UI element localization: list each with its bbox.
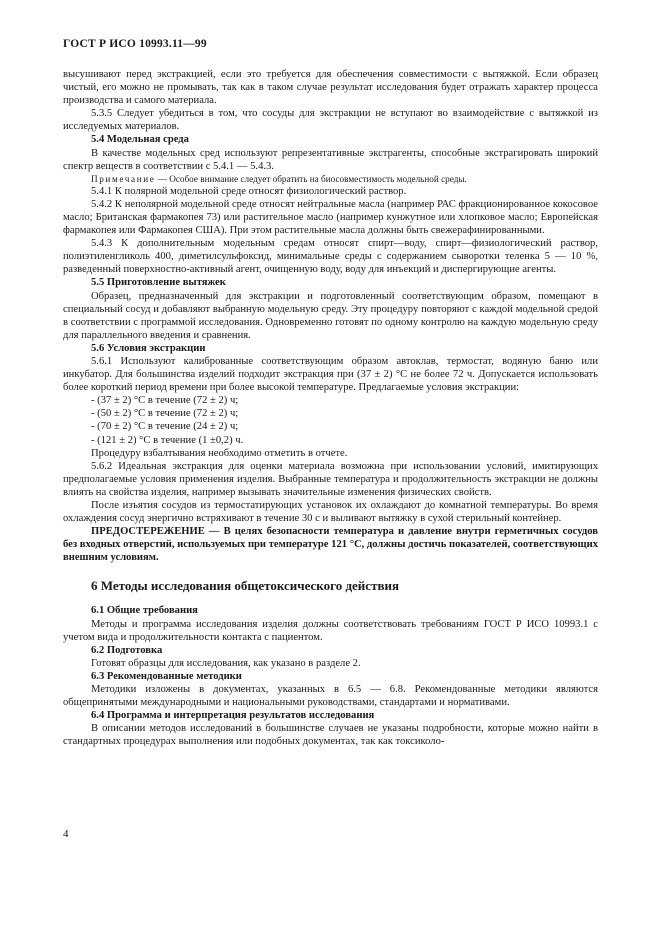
paragraph: Методики изложены в документах, указанных в 6.5 — 6.8. Рекомендованные методики являются общепринятыми международными и национальными руководствами, стандартами и нормативами. bbox=[63, 684, 598, 709]
page-body bbox=[63, 68, 598, 749]
note bbox=[63, 173, 598, 185]
list-item: - (37 ± 2) °С в течение (72 ± 2) ч; bbox=[91, 395, 239, 407]
section-heading: 6 Методы исследования общетоксического действия bbox=[91, 578, 399, 594]
subsection-heading: 6.1 Общие требования bbox=[91, 605, 198, 617]
subsection-heading: 5.6 Условия экстракции bbox=[91, 342, 206, 354]
subsection-heading: 6.3 Рекомендованные методики bbox=[91, 670, 242, 682]
paragraph: 5.4.1 К полярной модельной среде относят физиологический раствор. bbox=[91, 185, 407, 197]
paragraph: Методы и программа исследования изделия должны соответствовать требованиям ГОСТ Р ИСО 10993.1 с учетом вида и продолжительности контакта с пациентом. bbox=[63, 618, 598, 643]
paragraph: В описании методов исследований в большинстве случаев не указаны подробности, которые можно найти в стандартных процедурах выполнения или подобных документах, так как токсиколо- bbox=[63, 723, 598, 748]
paragraph: 5.6.2 Идеальная экстракция для оценки материала возможна при использовании условий, имитирующих предполагаемые условия применения изделия. Выбранные температура и продолжительность экстракции не должны влиять на свойства изделия, например вызывать значительные изменения физических свойств. bbox=[63, 460, 598, 498]
paragraph: Готовят образцы для исследования, как указано в разделе 2. bbox=[91, 657, 361, 669]
subsection-heading: 5.5 Приготовление вытяжек bbox=[91, 277, 226, 289]
paragraph: 5.4.3 К дополнительным модельным средам относят спирт—воду, спирт—физиологический раствор, полиэтиленгликоль 400, диметилсульфоксид, минимальные среды с содержанием сыворотки теленка 5 — 10 %, разведенный поверхностно-активный агент, очищенную воду, воду для инъекций и диспергирующие агенты. bbox=[63, 238, 598, 276]
paragraph: Процедуру взбалтывания необходимо отметить в отчете. bbox=[91, 447, 348, 459]
paragraph: В качестве модельных сред используют репрезентативные экстрагенты, способные экстрагировать широкий спектр веществ в соответствии с 5.4.1 — 5.4.3. bbox=[63, 147, 598, 172]
paragraph: 5.6.1 Используют калиброванные соответствующим образом автоклав, термостат, водяную баню или инкубатор. Для большинства изделий подходит экстракция при (37 ± 2) °С не более 72 ч. Допускается использовать более короткий период времени при более высокой температуре. Предлагаемые условия экстракции: bbox=[63, 355, 598, 394]
warning-paragraph: ПРЕДОСТЕРЕЖЕНИЕ — В целях безопасности температура и давление внутри герметичных сосудов без входных отверстий, используемых при температуре 121 °С, должны достичь показателей, соответствующих внешним условиям. bbox=[63, 526, 598, 564]
list-item: - (121 ± 2) °С в течение (1 ±0,2) ч. bbox=[91, 434, 244, 446]
paragraph: После изъятия сосудов из термостатирующих установок их охлаждают до комнатной температуры. Во время охлаждения сосуд энергично встряхивают в течение 30 с и выливают вытяжку в сухой стерильный контейнер. bbox=[63, 500, 598, 525]
paragraph: 5.3.5 Следует убедиться в том, что сосуды для экстракции не вступают во взаимодействие с вытяжкой из исследуемых материалов. bbox=[63, 108, 598, 133]
running-header: ГОСТ Р ИСО 10993.11—99 bbox=[63, 38, 207, 50]
subsection-heading: 5.4 Модельная среда bbox=[91, 134, 189, 146]
subsection-heading: 6.4 Программа и интерпретация результатов исследования bbox=[91, 710, 375, 722]
note-label: Примечание bbox=[91, 173, 156, 184]
paragraph: высушивают перед экстракцией, если это требуется для обеспечения совместимости с вытяжкой. Если образец чистый, его можно не промывать, так как в таком случае результат исследования будет отражать характер процесса производства и самого материала. bbox=[63, 69, 598, 107]
note-text: — Особое внимание следует обратить на биосовместимость модельной среды. bbox=[155, 173, 467, 184]
page-number: 4 bbox=[63, 828, 69, 840]
paragraph: 5.4.2 К неполярной модельной среде относят нейтральные масла (например РАС фракционированное кокосовое масло; Британская фармакопея 73) или растительное масло (например кунжутное или хлопковое масло; Европейская фармакопея или Фармакопея США). При этом растительные масла должны быть свежерафинированными. bbox=[63, 198, 598, 237]
paragraph: Образец, предназначенный для экстракции и подготовленный соответствующим образом, помещают в специальный сосуд и добавляют выбранную модельную среду. Эту процедуру повторяют с каждой модельной средой в соответствии с программой исследования. Одновременно готовят по одному контролю на каждую модельную среду для параллельного введения и сравнения. bbox=[63, 290, 598, 341]
list-item: - (50 ± 2) °С в течение (72 ± 2) ч; bbox=[91, 408, 239, 420]
list-item: - (70 ± 2) °С в течение (24 ± 2) ч; bbox=[91, 421, 239, 433]
subsection-heading: 6.2 Подготовка bbox=[91, 644, 163, 656]
